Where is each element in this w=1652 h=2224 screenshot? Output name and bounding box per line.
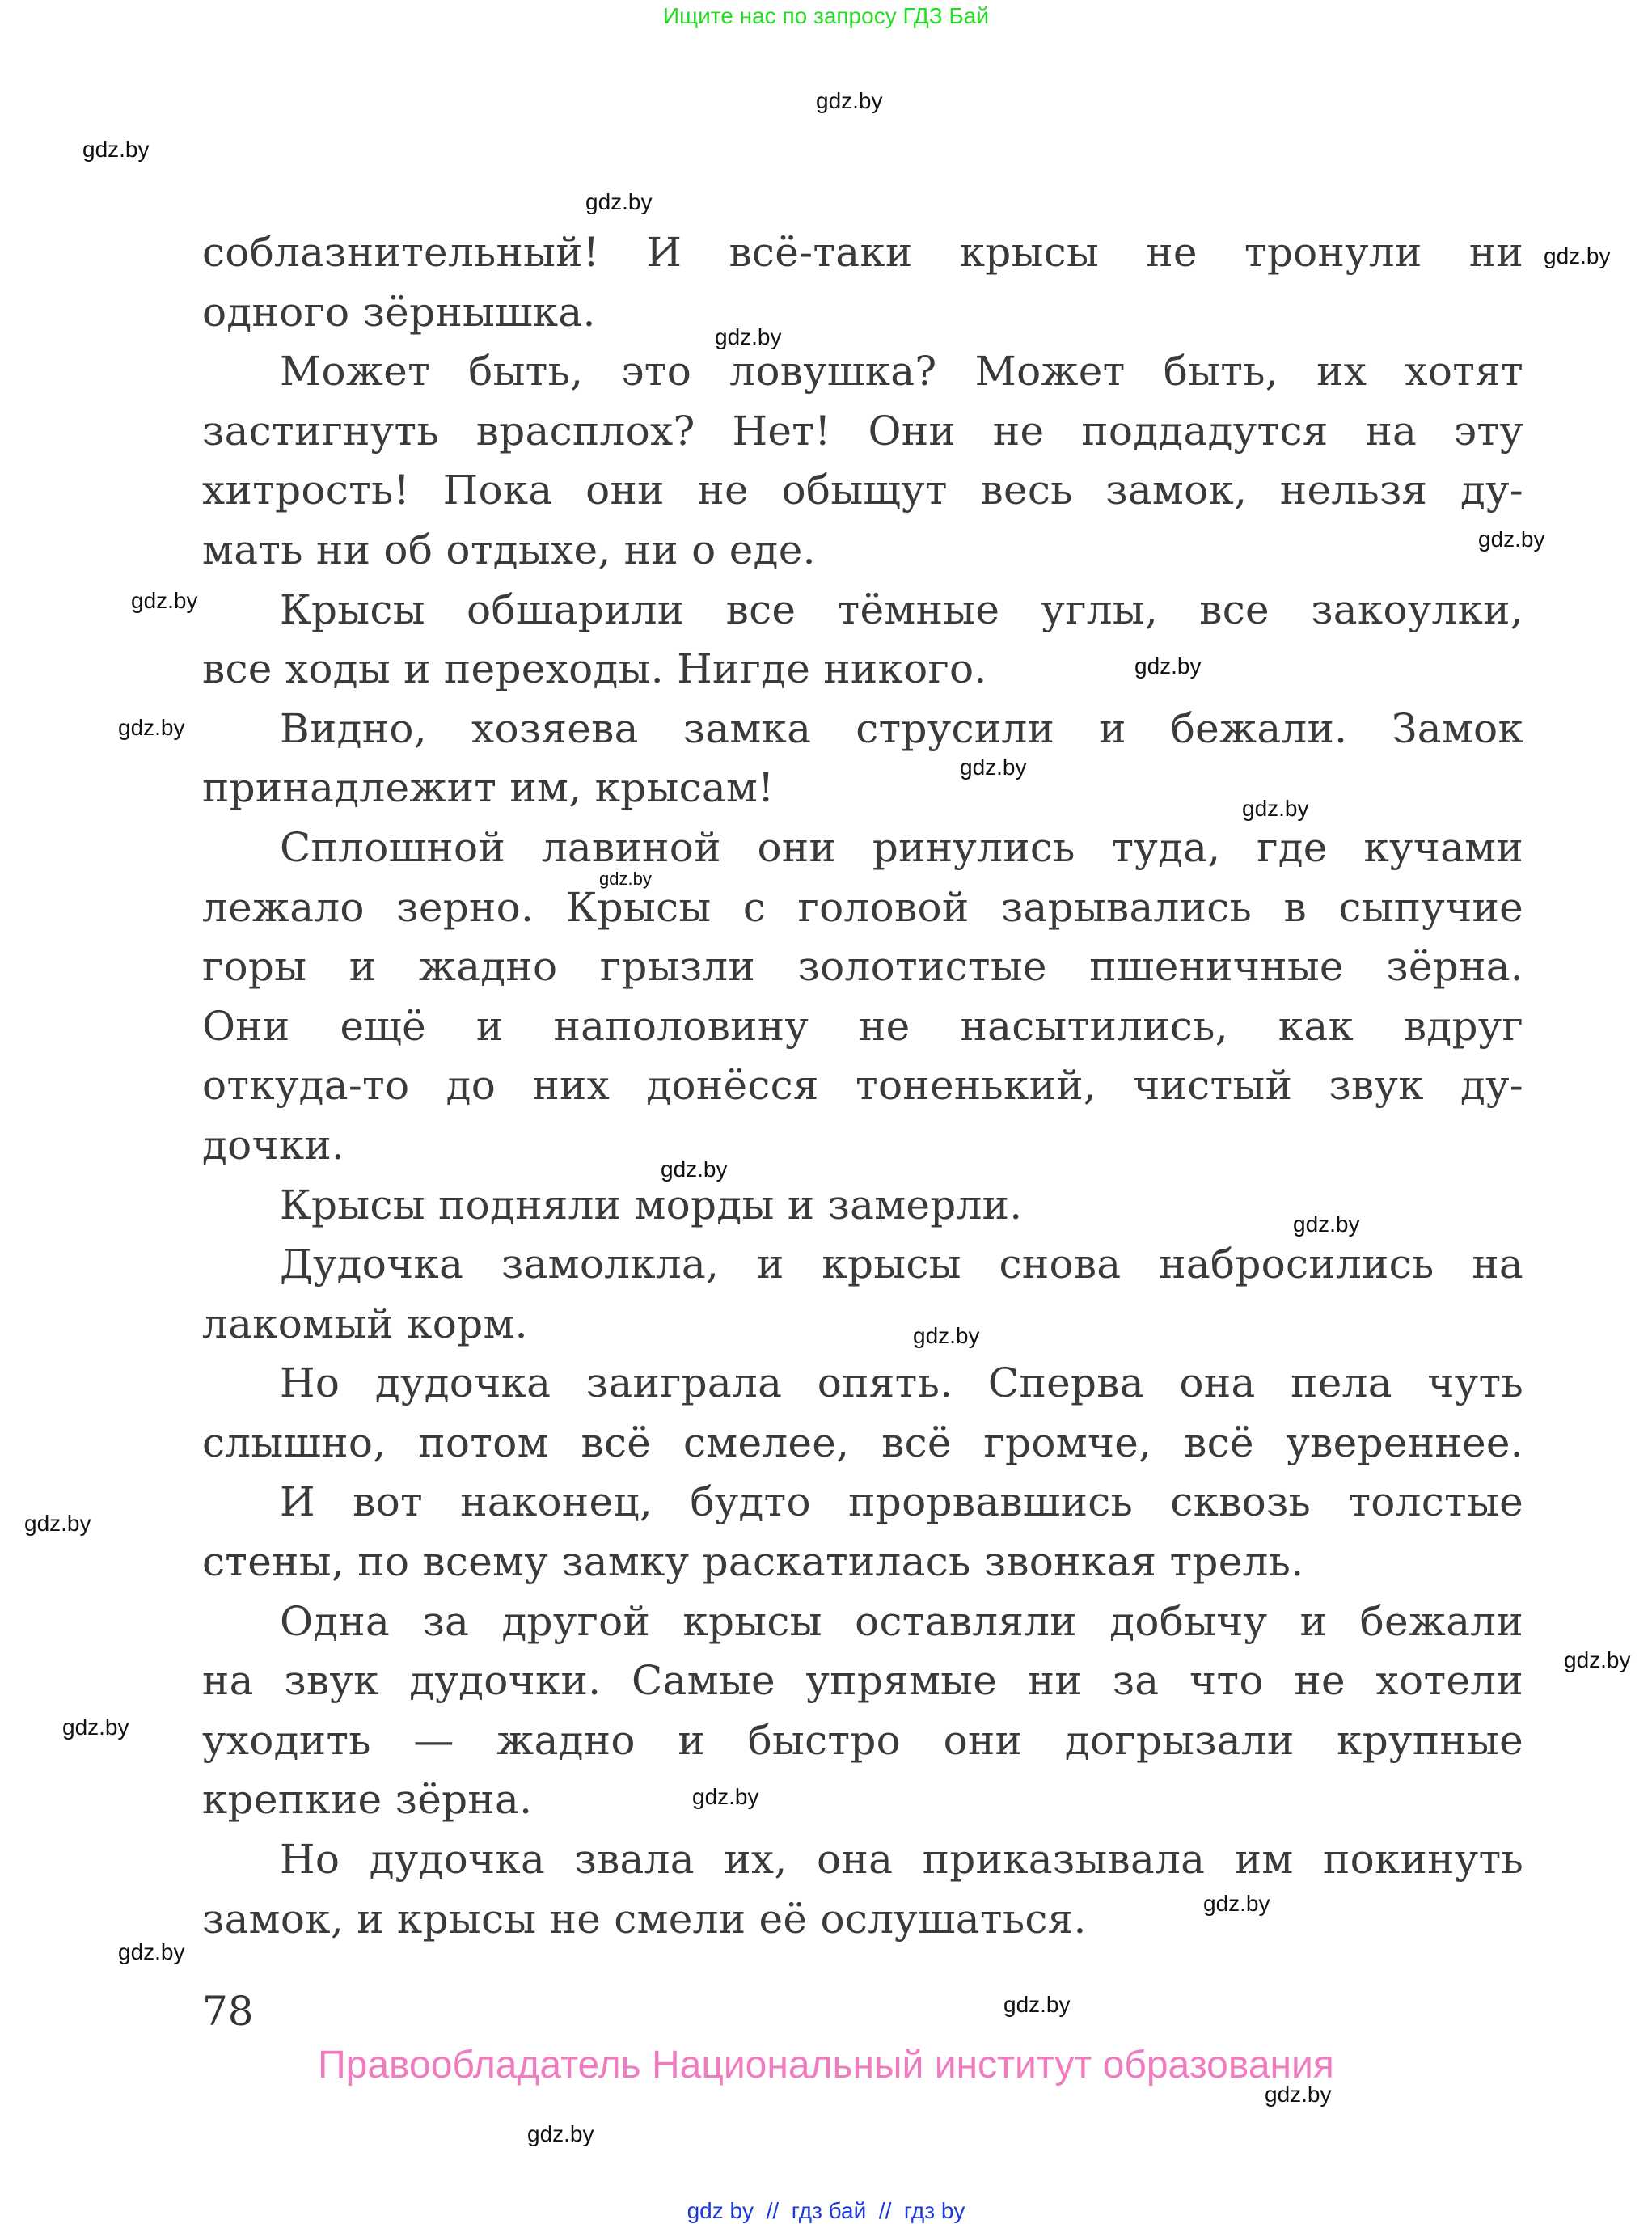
watermark: gdz.by — [527, 2121, 594, 2146]
text-line: стены, по всему замку раскатилась звонкая трель. — [202, 1538, 1304, 1586]
text-line: соблазнительный! И всё-таки крысы не тронули ни — [202, 229, 1523, 276]
text-line: мать ни об отдыхе, ни о еде. — [202, 526, 816, 573]
watermark: gdz.by — [24, 1511, 91, 1536]
search-hint-banner: Ищите нас по запросу ГДЗ Бай — [662, 3, 990, 28]
watermark: gdz.by — [661, 1156, 728, 1182]
watermark: gdz.by — [1564, 1647, 1631, 1672]
text-line: Крысы подняли морды и замерли. — [280, 1181, 1023, 1228]
watermark: gdz.by — [1265, 2082, 1332, 2107]
text-line: уходить — жадно и быстро они догрызали крупные — [202, 1716, 1523, 1764]
text-line: крепкие зёрна. — [202, 1776, 533, 1824]
watermark: gdz.by — [913, 1323, 980, 1348]
book-text — [202, 223, 1523, 1949]
text-line: Но дудочка звала их, она приказывала им покинуть — [280, 1836, 1523, 1884]
text-line: Но дудочка заиграла опять. Сперва она пела чуть — [280, 1359, 1523, 1407]
watermark: gdz.by — [131, 588, 198, 613]
watermark: gdz.by — [82, 137, 150, 162]
text-line: лежало зерно. Крысы с головой зарывались в сыпучие — [202, 883, 1523, 931]
text-line: Дудочка замолкла, и крысы снова набросились на — [280, 1241, 1523, 1288]
text-line: Они ещё и наполовину не насытились, как вдруг — [202, 1002, 1523, 1050]
text-line: слышно, потом всё смелее, всё громче, всё увереннее. — [202, 1419, 1523, 1466]
text-line: горы и жадно грызли золотистые пшеничные зёрна. — [202, 943, 1523, 991]
watermark: gdz.by — [1478, 526, 1545, 552]
watermark: gdz.by — [118, 1939, 185, 1964]
watermark: gdz.by — [118, 715, 185, 740]
text-line: все ходы и переходы. Нигде никого. — [202, 645, 987, 693]
text-line: замок, и крысы не смели её ослушаться. — [202, 1895, 1087, 1943]
watermark: gdz.by — [1544, 243, 1611, 268]
text-line: застигнуть врасплох? Нет! Они не поддадутся на эту — [202, 407, 1523, 455]
text-line: откуда-то до них донёсся тоненький, чистый звук ду- — [202, 1062, 1523, 1110]
watermark: gdz.by — [599, 869, 652, 889]
text-line: Сплошной лавиной они ринулись туда, где кучами — [280, 823, 1523, 871]
watermark: gdz.by — [960, 755, 1027, 780]
text-line: И вот наконец, будто прорвавшись сквозь толстые — [280, 1478, 1523, 1526]
watermark: gdz.by — [816, 88, 883, 113]
footer-links[interactable]: gdz by // гдз бай // гдз by — [687, 2198, 965, 2223]
text-line: лакомый корм. — [202, 1300, 528, 1347]
watermark: gdz.by — [1293, 1211, 1360, 1237]
watermark: gdz.by — [1003, 1992, 1071, 2017]
watermark: gdz.by — [1203, 1891, 1270, 1916]
text-line: на звук дудочки. Самые упрямые ни за что не хотели — [202, 1657, 1523, 1705]
rights-holder-notice: Правообладатель Национальный институт образования — [318, 2044, 1334, 2087]
watermark: gdz.by — [1242, 796, 1309, 821]
text-line: Одна за другой крысы оставляли добычу и бежали — [280, 1597, 1523, 1645]
text-line: дочки. — [202, 1121, 345, 1169]
watermark: gdz.by — [692, 1784, 759, 1809]
text-line: Видно, хозяева замка струсили и бежали. Замок — [280, 704, 1523, 752]
watermark: gdz.by — [715, 324, 782, 349]
text-line: принадлежит им, крысам! — [202, 764, 775, 812]
text-line: хитрость! Пока они не обыщут весь замок, нельзя ду- — [202, 467, 1523, 514]
text-line: Может быть, это ловушка? Может быть, их хотят — [280, 348, 1523, 395]
text-line: Крысы обшарили все тёмные углы, все закоулки, — [280, 586, 1523, 633]
page-number: 78 — [202, 1988, 254, 2035]
watermark: gdz.by — [62, 1715, 129, 1740]
watermark: gdz.by — [585, 189, 653, 214]
watermark: gdz.by — [1134, 653, 1202, 679]
text-line: одного зёрнышка. — [202, 288, 596, 336]
